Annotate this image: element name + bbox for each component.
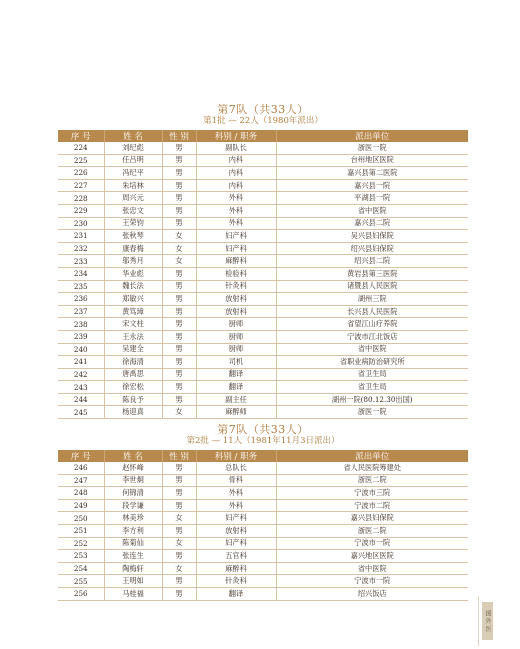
table-cell: 外科 bbox=[196, 204, 276, 217]
table-row bbox=[58, 406, 468, 419]
table-cell: 翻译 bbox=[196, 587, 276, 600]
table-cell: 黄岩县第三医院 bbox=[276, 267, 468, 280]
table-cell: 王明如 bbox=[104, 575, 162, 588]
table-cell: 女 bbox=[162, 255, 196, 268]
table-cell: 男 bbox=[162, 267, 196, 280]
header-cell: 科别 / 职务 bbox=[196, 130, 276, 142]
table-cell: 副主任 bbox=[196, 393, 276, 406]
table-row bbox=[58, 179, 468, 192]
table-cell: 邬秀月 bbox=[104, 255, 162, 268]
team-section-2 bbox=[58, 423, 468, 601]
table-cell: 华业彪 bbox=[104, 267, 162, 280]
table-cell: 妇产科 bbox=[196, 512, 276, 525]
table-cell: 厨师 bbox=[196, 330, 276, 343]
header-cell: 派出单位 bbox=[276, 130, 468, 142]
table-row bbox=[58, 368, 468, 381]
table-row bbox=[58, 487, 468, 500]
table-cell: 省中医院 bbox=[276, 204, 468, 217]
table-cell: 女 bbox=[162, 512, 196, 525]
table-cell: 宁波市三院 bbox=[276, 487, 468, 500]
table-cell: 男 bbox=[162, 381, 196, 394]
table-cell: 男 bbox=[162, 142, 196, 154]
table-cell: 总队长 bbox=[196, 462, 276, 474]
table-row bbox=[58, 267, 468, 280]
page-edge-divider bbox=[478, 596, 479, 646]
table-cell: 宁波市江北饭店 bbox=[276, 330, 468, 343]
table-row bbox=[58, 318, 468, 331]
table-cell: 240 bbox=[58, 343, 104, 356]
table-cell: 李世炯 bbox=[104, 474, 162, 487]
table-cell: 吴兴县妇保院 bbox=[276, 230, 468, 243]
table-cell: 任吕明 bbox=[104, 154, 162, 167]
table-cell: 女 bbox=[162, 242, 196, 255]
table-row bbox=[58, 356, 468, 369]
header-cell: 姓 名 bbox=[104, 130, 162, 142]
table-cell: 李方利 bbox=[104, 524, 162, 537]
table-cell: 冯纪平 bbox=[104, 167, 162, 180]
header-cell: 姓 名 bbox=[104, 450, 162, 462]
table-cell: 238 bbox=[58, 318, 104, 331]
table-cell: 绍兴县二院 bbox=[276, 255, 468, 268]
table-cell: 吴建全 bbox=[104, 343, 162, 356]
table-cell: 张连生 bbox=[104, 550, 162, 563]
table-cell: 绍兴饭店 bbox=[276, 587, 468, 600]
table-cell: 237 bbox=[58, 305, 104, 318]
table-cell: 231 bbox=[58, 230, 104, 243]
table-cell: 内科 bbox=[196, 154, 276, 167]
table-cell: 男 bbox=[162, 192, 196, 205]
table-cell: 郑敏兴 bbox=[104, 293, 162, 306]
table-cell: 男 bbox=[162, 217, 196, 230]
table-cell: 放射科 bbox=[196, 305, 276, 318]
table-cell: 何锦清 bbox=[104, 487, 162, 500]
table-cell: 宁波市二院 bbox=[276, 499, 468, 512]
table-cell: 男 bbox=[162, 204, 196, 217]
table-cell: 男 bbox=[162, 393, 196, 406]
table-cell: 刘纪彪 bbox=[104, 142, 162, 154]
table-cell: 嘉兴县一院 bbox=[276, 179, 468, 192]
table-cell: 王荣钧 bbox=[104, 217, 162, 230]
table-cell: 254 bbox=[58, 562, 104, 575]
table-cell: 康春梅 bbox=[104, 242, 162, 255]
table-row bbox=[58, 142, 468, 154]
table-row bbox=[58, 550, 468, 563]
header-cell: 序 号 bbox=[58, 450, 104, 462]
table-row bbox=[58, 330, 468, 343]
table-cell: 内科 bbox=[196, 179, 276, 192]
table-cell: 王永法 bbox=[104, 330, 162, 343]
table-cell: 司机 bbox=[196, 356, 276, 369]
table-cell: 针灸科 bbox=[196, 280, 276, 293]
table-cell: 妇产科 bbox=[196, 242, 276, 255]
table-cell: 浙医二院 bbox=[276, 524, 468, 537]
table-cell: 250 bbox=[58, 512, 104, 525]
table-row bbox=[58, 255, 468, 268]
header-cell: 序 号 bbox=[58, 130, 104, 142]
table-cell: 杨迎真 bbox=[104, 406, 162, 419]
table-cell: 针灸科 bbox=[196, 575, 276, 588]
table-cell: 男 bbox=[162, 343, 196, 356]
table-cell: 男 bbox=[162, 487, 196, 500]
table-cell: 235 bbox=[58, 280, 104, 293]
table-cell: 233 bbox=[58, 255, 104, 268]
table-cell: 麻醉科 bbox=[196, 255, 276, 268]
table-cell: 251 bbox=[58, 524, 104, 537]
table-cell: 台州地区医院 bbox=[276, 154, 468, 167]
table-cell: 麻醉科 bbox=[196, 562, 276, 575]
table-cell: 234 bbox=[58, 267, 104, 280]
table-row bbox=[58, 343, 468, 356]
table-cell: 嘉兴县妇保院 bbox=[276, 512, 468, 525]
table-cell: 253 bbox=[58, 550, 104, 563]
table-cell: 245 bbox=[58, 406, 104, 419]
table-row bbox=[58, 230, 468, 243]
table-cell: 浙医一院 bbox=[276, 142, 468, 154]
table-cell: 外科 bbox=[196, 499, 276, 512]
table-cell: 男 bbox=[162, 587, 196, 600]
table-cell: 女 bbox=[162, 562, 196, 575]
table-cell: 浙医一院 bbox=[276, 406, 468, 419]
table-cell: 陶梅轩 bbox=[104, 562, 162, 575]
table-header-row bbox=[58, 130, 468, 142]
table-cell: 男 bbox=[162, 167, 196, 180]
table-cell: 男 bbox=[162, 154, 196, 167]
table-row bbox=[58, 217, 468, 230]
table-cell: 翻译 bbox=[196, 381, 276, 394]
table-cell: 232 bbox=[58, 242, 104, 255]
table-cell: 内科 bbox=[196, 167, 276, 180]
table-cell: 翻译 bbox=[196, 368, 276, 381]
table-row bbox=[58, 242, 468, 255]
table-cell: 男 bbox=[162, 575, 196, 588]
table-cell: 湖州一院(80.12.30出国) bbox=[276, 393, 468, 406]
table-cell: 林美珍 bbox=[104, 512, 162, 525]
table-cell: 陈菊仙 bbox=[104, 537, 162, 550]
table-cell: 嘉兴县第二医院 bbox=[276, 167, 468, 180]
table-cell: 麻醉师 bbox=[196, 406, 276, 419]
table-cell: 张忠文 bbox=[104, 204, 162, 217]
table-cell: 男 bbox=[162, 305, 196, 318]
table-cell: 湖州三院 bbox=[276, 293, 468, 306]
table-cell: 宋文柱 bbox=[104, 318, 162, 331]
table-cell: 唐禹思 bbox=[104, 368, 162, 381]
table-cell: 朱培林 bbox=[104, 179, 162, 192]
table-cell: 225 bbox=[58, 154, 104, 167]
table-row bbox=[58, 393, 468, 406]
table-row bbox=[58, 462, 468, 474]
roster-table bbox=[58, 450, 468, 601]
table-cell: 249 bbox=[58, 499, 104, 512]
table-cell: 227 bbox=[58, 179, 104, 192]
table-cell: 244 bbox=[58, 393, 104, 406]
table-cell: 厨师 bbox=[196, 318, 276, 331]
table-cell: 男 bbox=[162, 356, 196, 369]
table-cell: 男 bbox=[162, 462, 196, 474]
table-cell: 男 bbox=[162, 179, 196, 192]
table-row bbox=[58, 575, 468, 588]
table-cell: 239 bbox=[58, 330, 104, 343]
table-cell: 宁波市一院 bbox=[276, 537, 468, 550]
table-cell: 骨科 bbox=[196, 474, 276, 487]
table-cell: 男 bbox=[162, 368, 196, 381]
section-title: 第7队（共33人） bbox=[217, 423, 309, 436]
table-row bbox=[58, 474, 468, 487]
table-cell: 张秋琴 bbox=[104, 230, 162, 243]
table-row bbox=[58, 537, 468, 550]
table-row bbox=[58, 305, 468, 318]
table-row bbox=[58, 280, 468, 293]
table-cell: 徐宏松 bbox=[104, 381, 162, 394]
table-cell: 马桂福 bbox=[104, 587, 162, 600]
table-cell: 248 bbox=[58, 487, 104, 500]
table-cell: 男 bbox=[162, 280, 196, 293]
table-row bbox=[58, 587, 468, 600]
table-cell: 230 bbox=[58, 217, 104, 230]
table-cell: 嘉兴地区医院 bbox=[276, 550, 468, 563]
table-cell: 赵怀峰 bbox=[104, 462, 162, 474]
table-cell: 246 bbox=[58, 462, 104, 474]
table-cell: 243 bbox=[58, 381, 104, 394]
table-cell: 外科 bbox=[196, 487, 276, 500]
table-row bbox=[58, 499, 468, 512]
table-cell: 男 bbox=[162, 474, 196, 487]
table-cell: 242 bbox=[58, 368, 104, 381]
table-cell: 段学谦 bbox=[104, 499, 162, 512]
table-cell: 徐海清 bbox=[104, 356, 162, 369]
roster-table bbox=[58, 130, 468, 419]
header-cell: 派出单位 bbox=[276, 450, 468, 462]
table-cell: 省望江山疗养院 bbox=[276, 318, 468, 331]
table-cell: 236 bbox=[58, 293, 104, 306]
table-row bbox=[58, 562, 468, 575]
header-cell: 科别 / 职务 bbox=[196, 450, 276, 462]
table-cell: 浙医二院 bbox=[276, 474, 468, 487]
table-cell: 嘉兴县二院 bbox=[276, 217, 468, 230]
table-header-row bbox=[58, 450, 468, 462]
table-cell: 放射科 bbox=[196, 293, 276, 306]
table-row bbox=[58, 381, 468, 394]
table-cell: 省职业病防治研究所 bbox=[276, 356, 468, 369]
table-cell: 妇产科 bbox=[196, 537, 276, 550]
table-cell: 陈良予 bbox=[104, 393, 162, 406]
table-cell: 省人民医院筹建处 bbox=[276, 462, 468, 474]
table-cell: 黄笃璋 bbox=[104, 305, 162, 318]
table-row bbox=[58, 154, 468, 167]
table-cell: 长兴县人民医院 bbox=[276, 305, 468, 318]
table-cell: 厨师 bbox=[196, 343, 276, 356]
table-row bbox=[58, 192, 468, 205]
table-row bbox=[58, 512, 468, 525]
table-cell: 诸暨县人民医院 bbox=[276, 280, 468, 293]
table-cell: 外科 bbox=[196, 217, 276, 230]
table-cell: 检验科 bbox=[196, 267, 276, 280]
table-cell: 宁波市一院 bbox=[276, 575, 468, 588]
table-cell: 252 bbox=[58, 537, 104, 550]
table-row bbox=[58, 524, 468, 537]
table-cell: 256 bbox=[58, 587, 104, 600]
table-cell: 女 bbox=[162, 537, 196, 550]
table-row bbox=[58, 293, 468, 306]
table-cell: 男 bbox=[162, 318, 196, 331]
table-cell: 247 bbox=[58, 474, 104, 487]
table-cell: 女 bbox=[162, 406, 196, 419]
team-section-1 bbox=[58, 103, 468, 419]
table-cell: 241 bbox=[58, 356, 104, 369]
table-cell: 女 bbox=[162, 230, 196, 243]
header-cell: 性 别 bbox=[162, 450, 196, 462]
table-cell: 省中医院 bbox=[276, 343, 468, 356]
table-cell: 255 bbox=[58, 575, 104, 588]
table-cell: 224 bbox=[58, 142, 104, 154]
table-cell: 男 bbox=[162, 330, 196, 343]
table-cell: 外科 bbox=[196, 192, 276, 205]
table-cell: 省卫生局 bbox=[276, 368, 468, 381]
table-cell: 男 bbox=[162, 524, 196, 537]
table-cell: 男 bbox=[162, 293, 196, 306]
table-cell: 妇产科 bbox=[196, 230, 276, 243]
table-row bbox=[58, 204, 468, 217]
section-title: 第7队（共33人） bbox=[217, 103, 309, 116]
table-cell: 226 bbox=[58, 167, 104, 180]
table-cell: 周兴元 bbox=[104, 192, 162, 205]
table-cell: 绍兴县妇保院 bbox=[276, 242, 468, 255]
table-cell: 228 bbox=[58, 192, 104, 205]
table-cell: 五官科 bbox=[196, 550, 276, 563]
chapter-side-tab: 援 外 医 bbox=[482, 602, 493, 640]
header-cell: 性 别 bbox=[162, 130, 196, 142]
table-cell: 魏长法 bbox=[104, 280, 162, 293]
table-cell: 平湖县一院 bbox=[276, 192, 468, 205]
table-cell: 男 bbox=[162, 550, 196, 563]
table-cell: 省卫生局 bbox=[276, 381, 468, 394]
section-subtitle: 第2批 — 11人（1981年11月3日派出） bbox=[186, 436, 340, 446]
table-cell: 229 bbox=[58, 204, 104, 217]
table-cell: 省中医院 bbox=[276, 562, 468, 575]
table-cell: 放射科 bbox=[196, 524, 276, 537]
section-subtitle: 第1批 — 22人（1980年派出） bbox=[203, 116, 323, 126]
table-cell: 副队长 bbox=[196, 142, 276, 154]
table-cell: 男 bbox=[162, 499, 196, 512]
table-row bbox=[58, 167, 468, 180]
